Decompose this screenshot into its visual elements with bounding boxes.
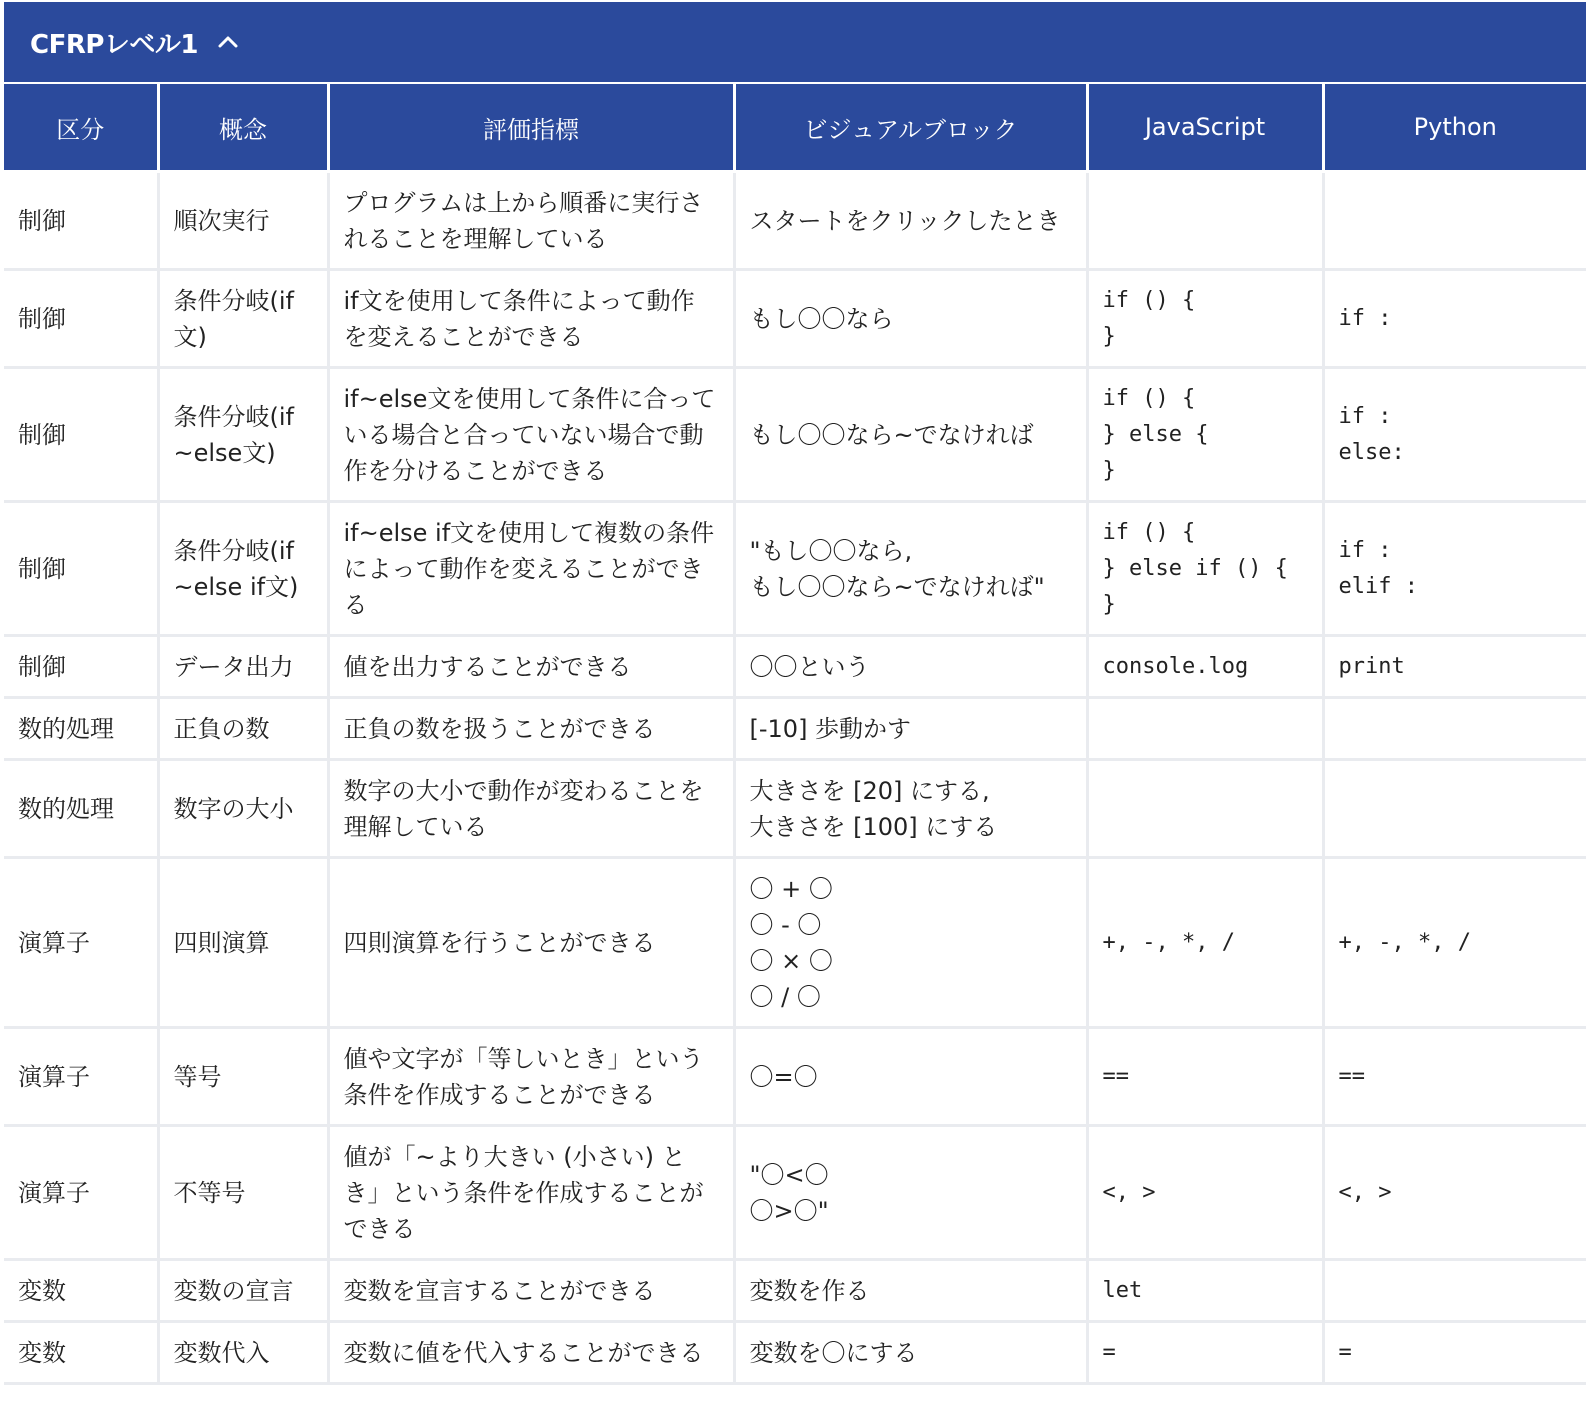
cfrp-table <box>4 84 1586 1385</box>
cell-criteria: 値や文字が「等しいとき」という条件を作成することができる <box>328 1028 734 1126</box>
cell-criteria: 変数を宣言することができる <box>328 1260 734 1322</box>
table-row <box>4 760 1586 858</box>
cell-criteria: 正負の数を扱うことができる <box>328 698 734 760</box>
cell-concept: 四則演算 <box>158 858 328 1028</box>
cell-javascript: if () { } else if () { } <box>1087 502 1323 636</box>
table-row <box>4 1028 1586 1126</box>
cell-javascript <box>1087 760 1323 858</box>
cell-criteria: 値が「~より大きい (小さい) とき」という条件を作成することができる <box>328 1126 734 1260</box>
header-visual-block: ビジュアルブロック <box>734 84 1087 172</box>
cell-visual-block: 変数を〇にする <box>734 1322 1087 1384</box>
cell-category: 制御 <box>4 172 158 270</box>
cell-javascript: console.log <box>1087 636 1323 698</box>
cell-concept: 等号 <box>158 1028 328 1126</box>
cell-visual-block: 〇〇という <box>734 636 1087 698</box>
section-header-toggle[interactable] <box>4 2 1586 82</box>
cell-criteria: 数字の大小で動作が変わることを理解している <box>328 760 734 858</box>
cell-javascript <box>1087 698 1323 760</box>
cell-criteria: if~else文を使用して条件に合っている場合と合っていない場合で動作を分けることができる <box>328 368 734 502</box>
chevron-up-icon <box>216 30 240 54</box>
cell-visual-block: [-10] 歩動かす <box>734 698 1087 760</box>
cell-python <box>1323 1260 1586 1322</box>
cell-javascript: let <box>1087 1260 1323 1322</box>
cell-javascript: +, -, *, / <box>1087 858 1323 1028</box>
cell-concept: 不等号 <box>158 1126 328 1260</box>
cell-python: +, -, *, / <box>1323 858 1586 1028</box>
cell-category: 変数 <box>4 1322 158 1384</box>
table-row <box>4 368 1586 502</box>
section-title: CFRPレベル1 <box>30 29 199 60</box>
cell-visual-block: 大きさを [20] にする, 大きさを [100] にする <box>734 760 1087 858</box>
cell-concept: 条件分岐(if文) <box>158 270 328 368</box>
cell-category: 変数 <box>4 1260 158 1322</box>
table-row <box>4 502 1586 636</box>
cell-concept: 変数の宣言 <box>158 1260 328 1322</box>
cell-visual-block: 〇=〇 <box>734 1028 1087 1126</box>
cell-visual-block: スタートをクリックしたとき <box>734 172 1087 270</box>
cell-category: 演算子 <box>4 1028 158 1126</box>
cell-criteria: 変数に値を代入することができる <box>328 1322 734 1384</box>
table-row <box>4 270 1586 368</box>
cell-category: 制御 <box>4 270 158 368</box>
cell-python <box>1323 172 1586 270</box>
cell-category: 制御 <box>4 368 158 502</box>
cell-category: 演算子 <box>4 1126 158 1260</box>
table-row <box>4 1126 1586 1260</box>
cell-concept: 順次実行 <box>158 172 328 270</box>
cell-concept: 数字の大小 <box>158 760 328 858</box>
table-row <box>4 1260 1586 1322</box>
cell-criteria: プログラムは上から順番に実行されることを理解している <box>328 172 734 270</box>
table-row <box>4 1322 1586 1384</box>
cell-python: if : elif : <box>1323 502 1586 636</box>
cell-concept: 条件分岐(if~else if文) <box>158 502 328 636</box>
cell-javascript: = <box>1087 1322 1323 1384</box>
cell-visual-block: "〇<〇 〇>〇" <box>734 1126 1087 1260</box>
cell-category: 制御 <box>4 636 158 698</box>
cell-visual-block: 変数を作る <box>734 1260 1087 1322</box>
cell-javascript: if () { } <box>1087 270 1323 368</box>
header-javascript: JavaScript <box>1087 84 1323 172</box>
header-concept: 概念 <box>158 84 328 172</box>
header-category: 区分 <box>4 84 158 172</box>
cell-python: <, > <box>1323 1126 1586 1260</box>
cell-javascript: == <box>1087 1028 1323 1126</box>
header-criteria: 評価指標 <box>328 84 734 172</box>
table-row <box>4 172 1586 270</box>
cfrp-level-section <box>4 2 1586 1385</box>
cell-python <box>1323 698 1586 760</box>
cell-javascript: if () { } else { } <box>1087 368 1323 502</box>
cell-category: 数的処理 <box>4 698 158 760</box>
cell-python: = <box>1323 1322 1586 1384</box>
cell-category: 演算子 <box>4 858 158 1028</box>
cell-python: if : else: <box>1323 368 1586 502</box>
cell-criteria: if~else if文を使用して複数の条件によって動作を変えることができる <box>328 502 734 636</box>
cell-criteria: 値を出力することができる <box>328 636 734 698</box>
cell-visual-block: もし〇〇なら~でなければ <box>734 368 1087 502</box>
table-header-row <box>4 84 1586 172</box>
cell-category: 制御 <box>4 502 158 636</box>
cell-concept: 条件分岐(if~else文) <box>158 368 328 502</box>
cell-concept: 変数代入 <box>158 1322 328 1384</box>
cell-python: print <box>1323 636 1586 698</box>
table-row <box>4 636 1586 698</box>
cell-python: if : <box>1323 270 1586 368</box>
cell-concept: データ出力 <box>158 636 328 698</box>
table-body <box>4 172 1586 1384</box>
cell-visual-block: 〇 + 〇 〇 - 〇 〇 × 〇 〇 / 〇 <box>734 858 1087 1028</box>
table-row <box>4 858 1586 1028</box>
cell-concept: 正負の数 <box>158 698 328 760</box>
table-row <box>4 698 1586 760</box>
cell-visual-block: "もし〇〇なら, もし〇〇なら~でなければ" <box>734 502 1087 636</box>
cell-javascript <box>1087 172 1323 270</box>
cell-category: 数的処理 <box>4 760 158 858</box>
cell-visual-block: もし〇〇なら <box>734 270 1087 368</box>
header-python: Python <box>1323 84 1586 172</box>
cell-javascript: <, > <box>1087 1126 1323 1260</box>
cell-criteria: if文を使用して条件によって動作を変えることができる <box>328 270 734 368</box>
cell-criteria: 四則演算を行うことができる <box>328 858 734 1028</box>
cell-python <box>1323 760 1586 858</box>
cell-python: == <box>1323 1028 1586 1126</box>
